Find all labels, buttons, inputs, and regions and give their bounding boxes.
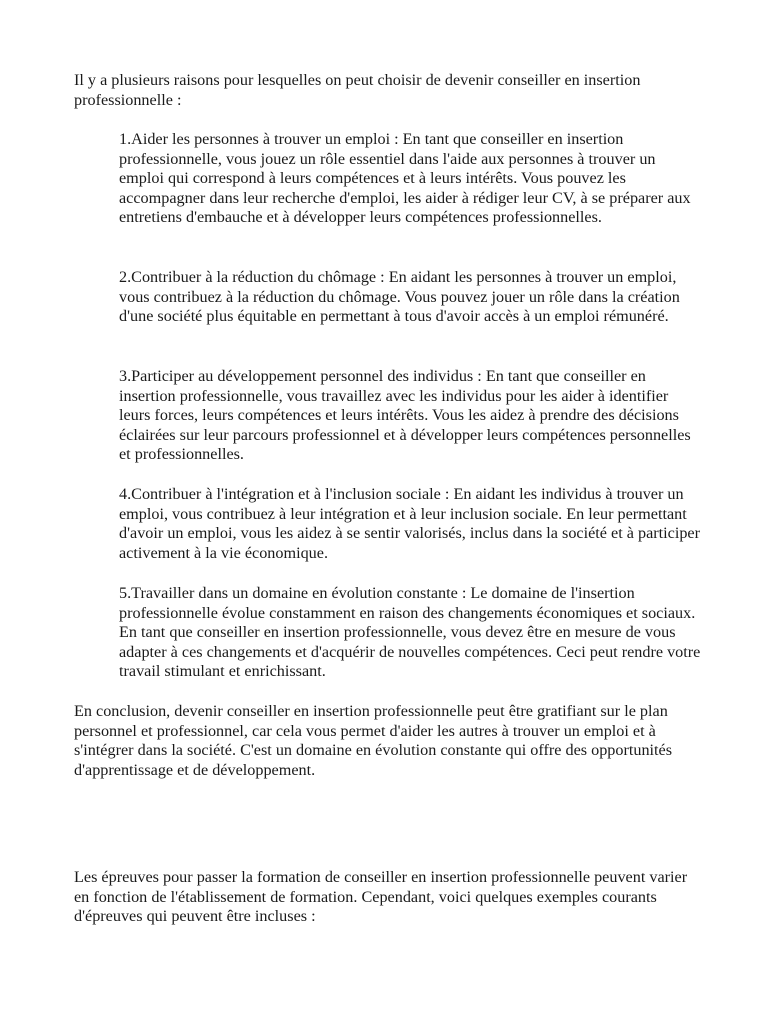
- intro-paragraph: Il y a plusieurs raisons pour lesquelles on peut choisir de devenir conseiller en insertion professionnelle :: [74, 71, 641, 109]
- list-item: 1.Aider les personnes à trouver un emploi : En tant que conseiller en insertion professionnelle, vous jouez un rôle essentiel dans l'aide aux personnes à trouver un emploi qui correspond à leurs compétences et à leurs intérêts. Vous pouvez les accompagner dans leur recherche d'emploi, les aider à rédiger leur CV, à se préparer aux entretiens d'embauche et à développer leurs compétences professionnelles.: [119, 130, 691, 227]
- list-item: 4.Contribuer à l'intégration et à l'inclusion sociale : En aidant les individus à trouver un emploi, vous contribuez à leur intégration et à leur inclusion sociale. En leur permettant d'avoir un emploi, vous les aidez à se sentir valorisés, inclus dans la société et à participer activement à la vie économique.: [119, 485, 700, 562]
- list-item: 2.Contribuer à la réduction du chômage : En aidant les personnes à trouver un emploi, vous contribuez à la réduction du chômage. Vous pouvez jouer un rôle dans la création d'une société plus équitable en permettant à tous d'avoir accès à un emploi rémunéré.: [119, 268, 680, 326]
- list-item: 3.Participer au développement personnel des individus : En tant que conseiller en insertion professionnelle, vous travaillez avec les individus pour les aider à identifier leurs forces, leurs compétences et leurs intérêts. Vous les aidez à prendre des décisions éclairées sur leur parcours professionnel et à développer leurs compétences personnelles et professionnelles.: [119, 367, 691, 464]
- epreuves-intro-paragraph: Les épreuves pour passer la formation de conseiller en insertion professionnelle peuvent varier en fonction de l'établissement de formation. Cependant, voici quelques exemples courants d'épreuves qui peuvent être incluses :: [74, 868, 688, 926]
- list-item: 5.Travailler dans un domaine en évolution constante : Le domaine de l'insertion professionnelle évolue constamment en raison des changements économiques et sociaux. En tant que conseiller en insertion professionnelle, vous devez être en mesure de vous adapter à ces changements et d'acquérir de nouvelles compétences. Ceci peut rendre votre travail stimulant et enrichissant.: [119, 584, 701, 681]
- conclusion-paragraph: En conclusion, devenir conseiller en insertion professionnelle peut être gratifiant sur le plan personnel et professionnel, car cela vous permet d'aider les autres à trouver un emploi et à s'intégrer dans la société. C'est un domaine en évolution constante qui offre des opportunités d'apprentissage et de développement.: [74, 702, 673, 779]
